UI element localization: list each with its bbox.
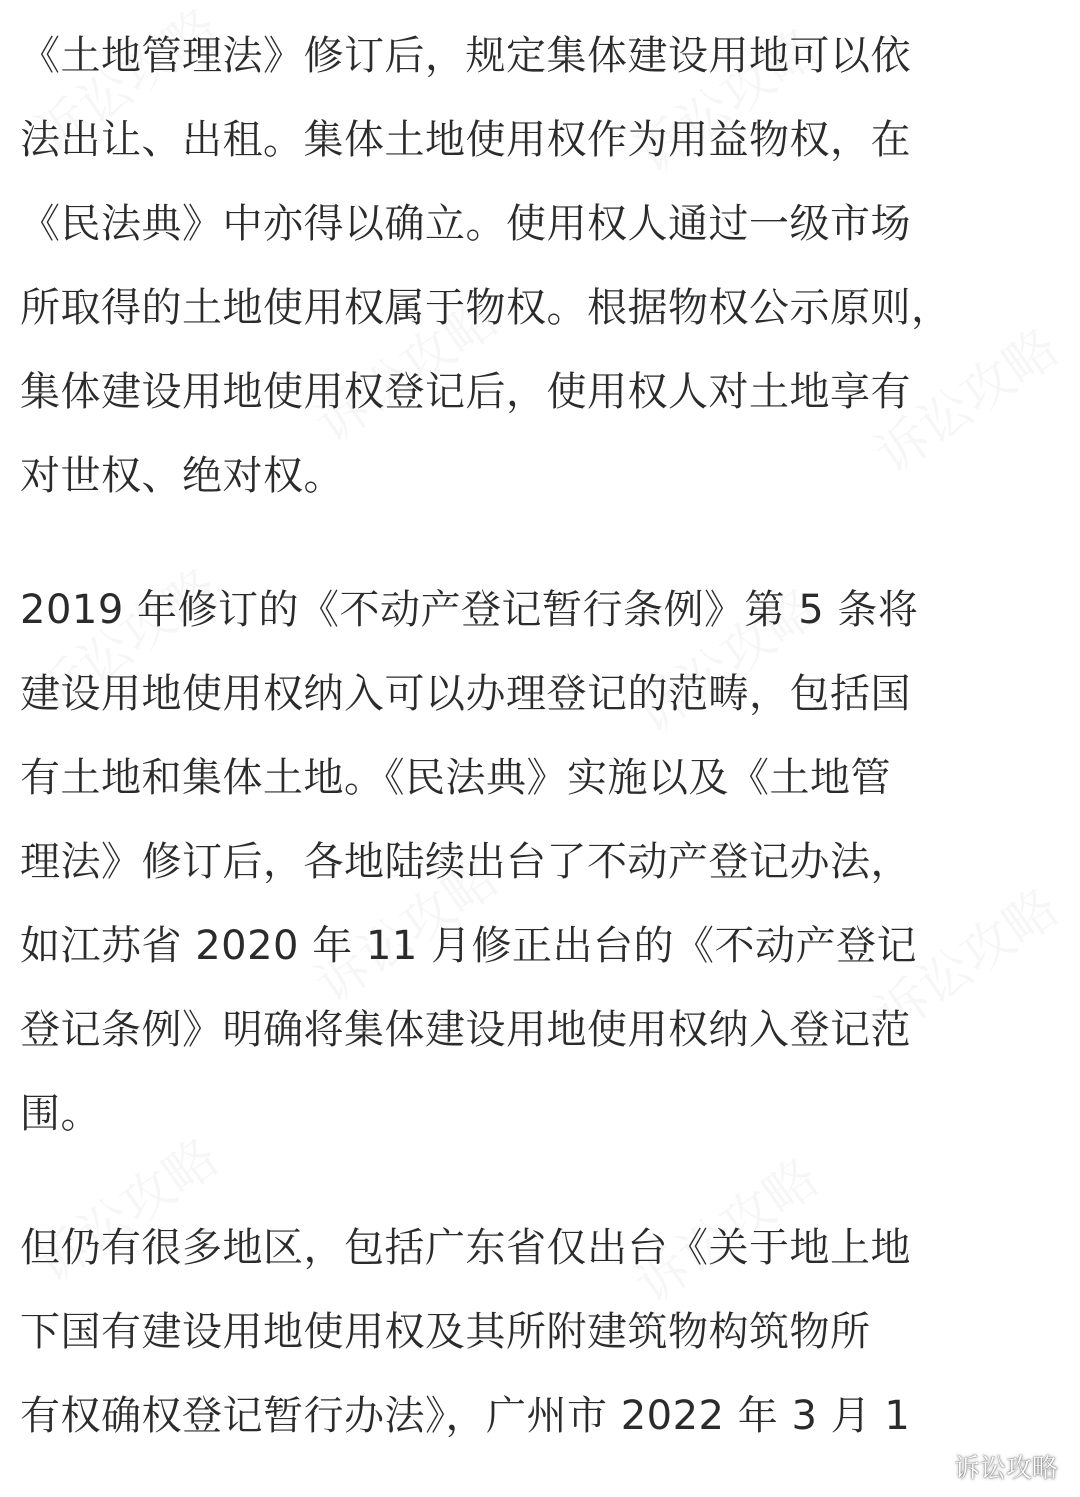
paragraph-2 [20,568,1060,1156]
account-watermark [912,1448,1058,1485]
text-line: 法出让、出租。集体土地使用权作为用益物权，在 [20,117,911,163]
text-line: 《土地管理法》修订后，规定集体建设用地可以依 [20,33,911,79]
account-name: 诉讼攻略 [953,1454,1058,1484]
text-line: 集体建设用地使用权登记后，使用权人对土地享有 [20,369,911,415]
paragraph-1 [20,14,1060,518]
text-line: 对世权、绝对权。 [20,453,344,499]
text-line: 如江苏省 2020 年 11 月修正出台的《不动产登记 [20,923,918,969]
text-line: 《民法典》中亦得以确立。使用权人通过一级市场 [20,201,911,247]
text-line: 下国有建设用地使用权及其所附建筑物构筑物所 [20,1309,871,1355]
text-line: 登记条例》明确将集体建设用地使用权纳入登记范 [20,1007,911,1053]
text-line: 有权确权登记暂行办法》，广州市 2022 年 3 月 1 [20,1393,911,1439]
paragraph-3 [20,1206,1060,1458]
text-line: 建设用地使用权纳入可以办理登记的范畴，包括国 [20,671,911,717]
text-line: 理法》修订后，各地陆续出台了不动产登记办法， [20,839,911,885]
text-line: 2019 年修订的《不动产登记暂行条例》第 5 条将 [20,587,919,633]
text-line: 围。 [20,1091,101,1137]
text-line: 有土地和集体土地。《民法典》实施以及《土地管 [20,755,891,801]
article-body [20,0,1060,1458]
wechat-icon [912,1453,946,1481]
text-line: 但仍有很多地区，包括广东省仅出台《关于地上地 [20,1225,911,1271]
text-line: 所取得的土地使用权属于物权。根据物权公示原则， [20,285,952,331]
